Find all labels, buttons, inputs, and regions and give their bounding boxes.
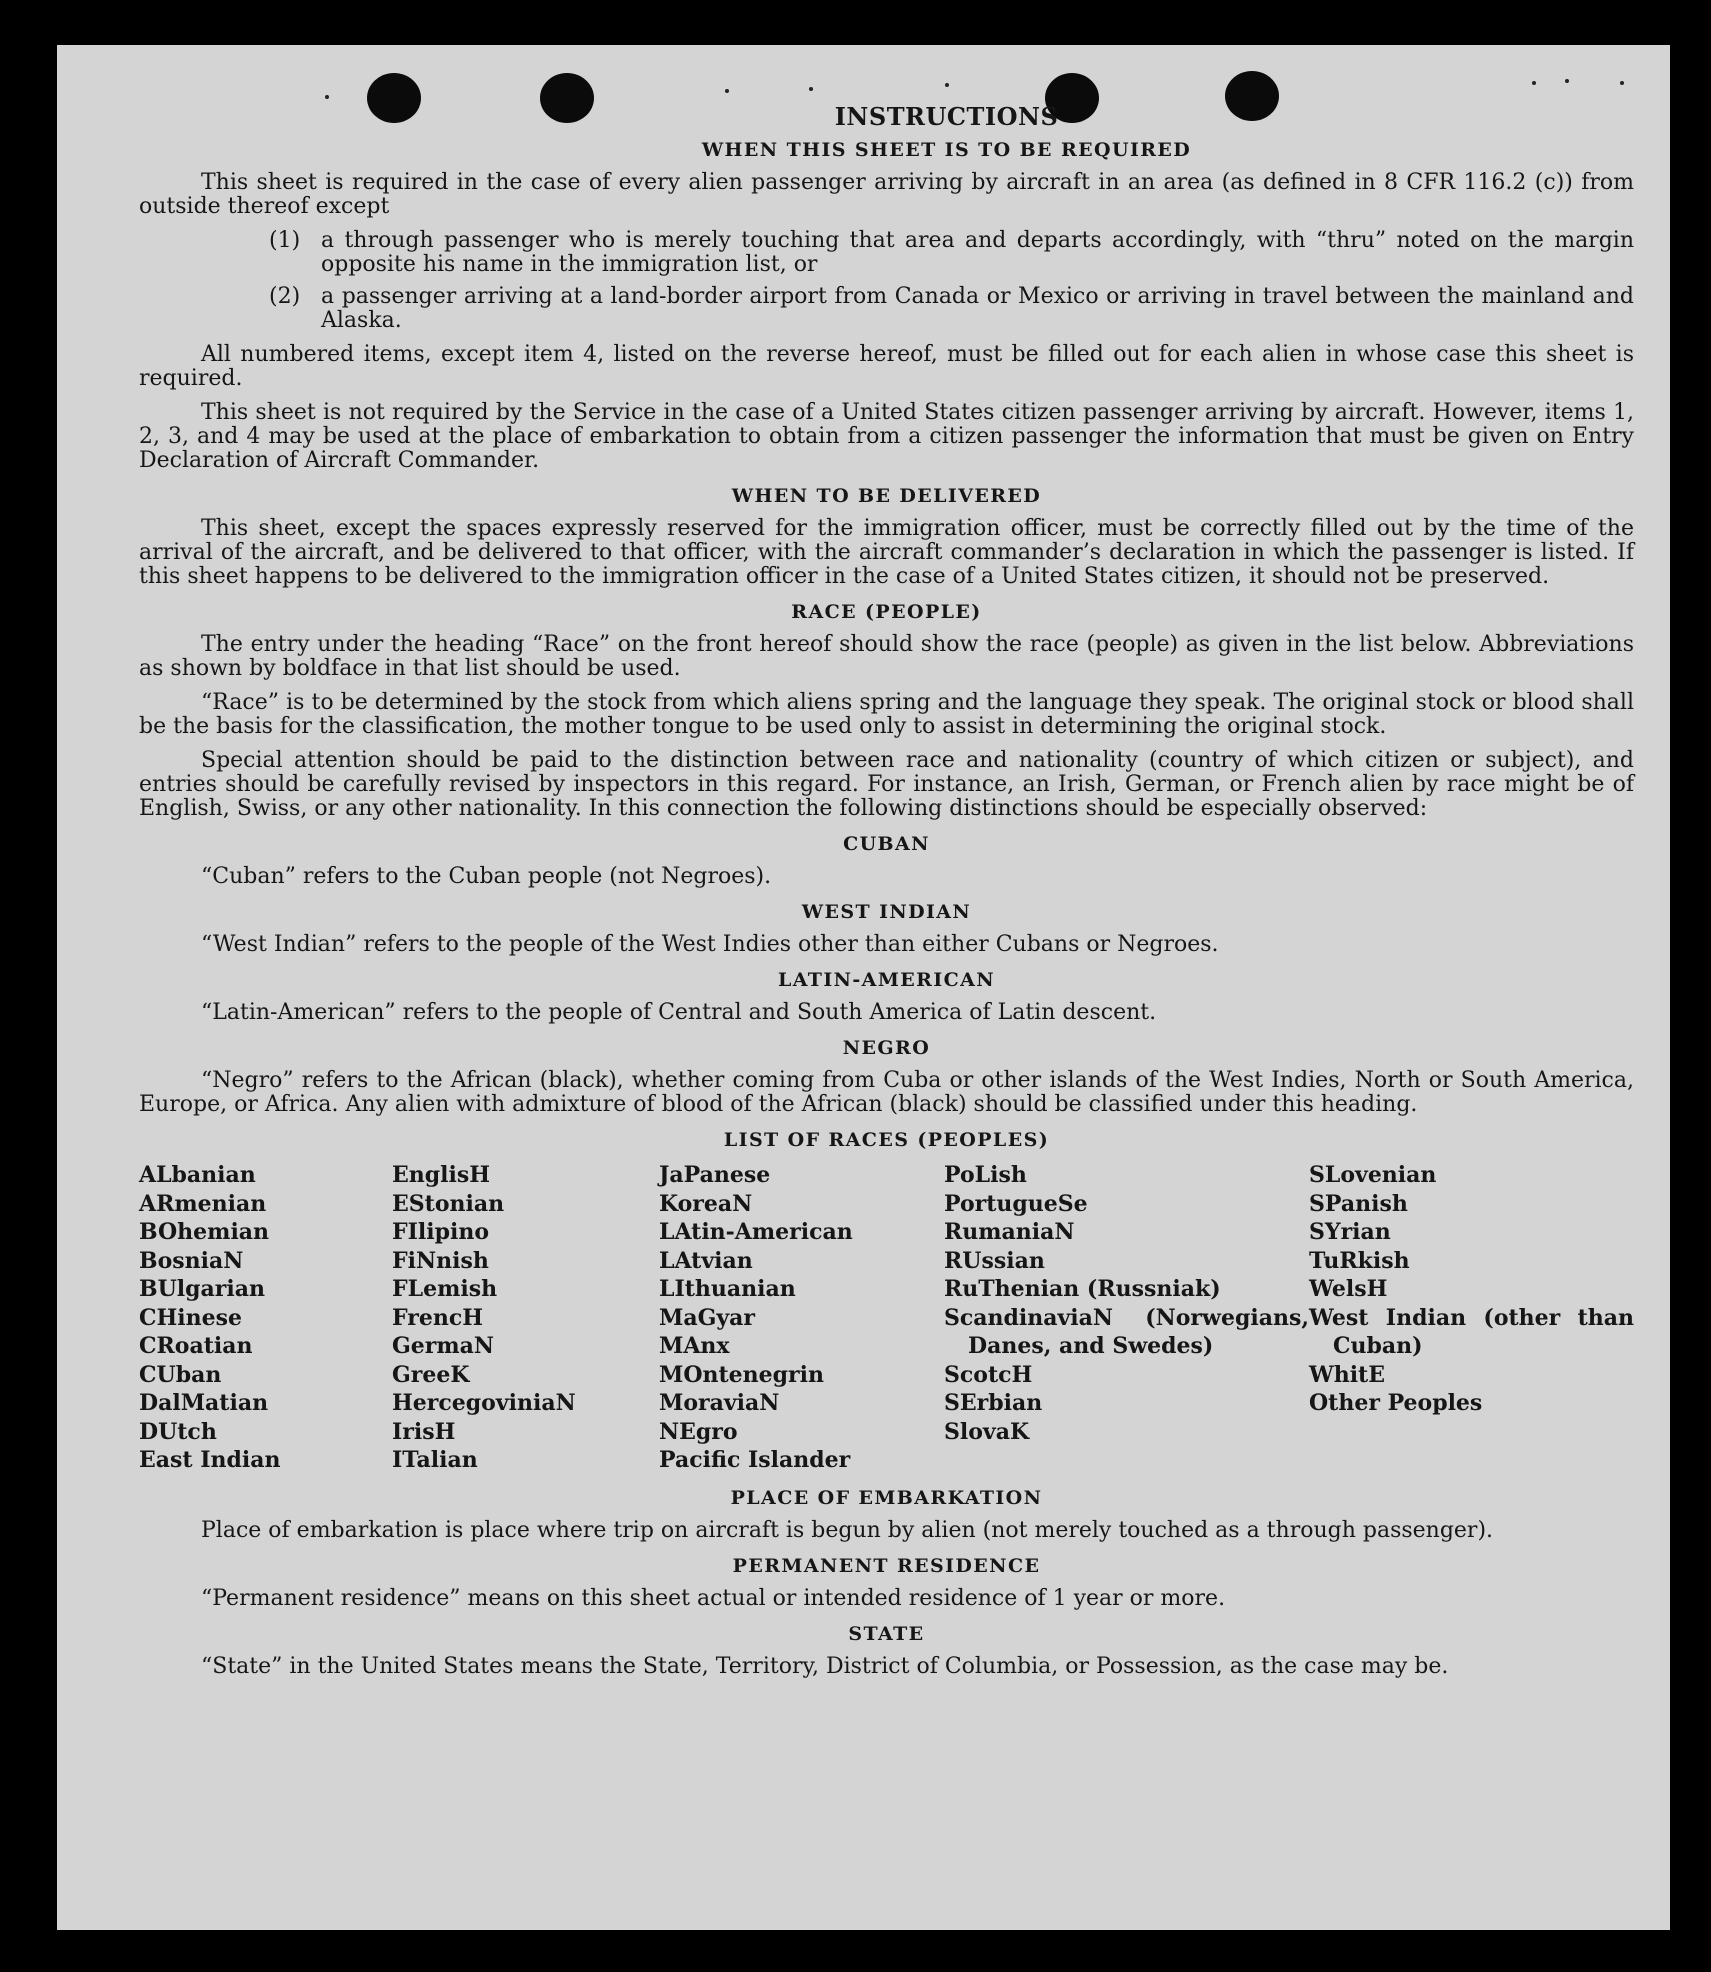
heading-race: RACE (PEOPLE) [791,601,982,623]
heading-cuban: CUBAN [843,833,930,855]
west-indian-text: “West Indian” refers to the people of the West Indies other than either Cubans or Negroes. [201,932,1219,957]
race-entry: ALbanian [139,1162,256,1188]
race-entry: DUtch [139,1418,217,1445]
residence-text: “Permanent residence” means on this sheet actual or intended residence of 1 year or more. [201,1585,1226,1611]
embarkation-text: Place of embarkation is place where trip on aircraft is begun by alien (not merely touched as a through passenger). [201,1517,1494,1543]
exception-text: a through passenger who is merely touching that area and departs accordingly, with “thru” noted on the margin opposite his name in the immigration list, or [321,228,1634,277]
race-entry: FiNnish [392,1247,489,1274]
race-entry: KoreaN [659,1190,753,1217]
race-entry: FIlipino [392,1219,490,1245]
when-required-para: This sheet is not required by the Service in the case of a United States citizen passenger arriving by aircraft. However, items 1, 2, 3, and 4 may be used at the place of embarkation to obtain from a citizen passenger the information that must be given on Entry Declaration of Aircraft Commander. [139,400,1634,473]
race-entry: JaPanese [659,1162,771,1188]
heading-list-of-races: LIST OF RACES (PEOPLES) [723,1129,1050,1151]
race-entry: GermaN [392,1333,495,1359]
race-entry: RUssian [944,1247,1045,1274]
document-page [57,45,1670,1930]
race-entry: PoLish [944,1162,1027,1188]
state-text: “State” in the United States means the State, Territory, District of Columbia, or Possession, as the case may be. [201,1653,1449,1679]
heading-west-indian: WEST INDIAN [801,901,972,923]
race-entry: MAnx [659,1333,730,1359]
race-entry: RumaniaN [944,1219,1075,1245]
heading-state: STATE [848,1622,925,1645]
race-entry: SLovenian [1309,1162,1437,1188]
race-entry: SErbian [944,1390,1043,1416]
when-required-para: All numbered items, except item 4, listed on the reverse hereof, must be filled out for each alien in whose case this sheet is required. [139,342,1634,391]
instructions-text [139,103,1634,1689]
speck [809,87,813,91]
speck [325,95,329,99]
race-entry: SYrian [1309,1219,1391,1245]
speck [945,83,949,87]
exception-text: a passenger arriving at a land-border airport from Canada or Mexico or arriving in travel between the mainland and Alaska. [321,284,1634,333]
race-entry: PortugueSe [944,1190,1088,1217]
races-column [392,1161,659,1475]
race-para: The entry under the heading “Race” on the front hereof should show the race (people) as given in the list below. Abbreviations as shown by boldface in that list should be used. [139,632,1634,681]
heading-residence: PERMANENT RESIDENCE [732,1554,1041,1577]
race-entry: NEgro [659,1418,738,1445]
race-entry: TuRkish [1309,1247,1410,1274]
when-delivered-text: This sheet, except the spaces expressly reserved for the immigration officer, must be correctly filled out by the time of the arrival of the aircraft, and be delivered to that officer, with the aircraft commander’s declaration in which the passenger is listed. If this sheet happens to be delivered to the immigration officer in the case of a United States citizen, it should not be preserved. [139,516,1634,589]
page-title: INSTRUCTIONS [834,102,1059,131]
race-entry: ARmenian [139,1190,267,1217]
race-entry: CUban [139,1361,222,1388]
race-entry: BOhemian [139,1219,270,1245]
race-entry: IrisH [392,1418,456,1445]
race-entry: MaGyar [659,1304,756,1331]
exception-number: (2) [269,284,301,309]
race-entry: EnglisH [392,1162,491,1188]
race-entry: LIthuanian [659,1276,796,1302]
race-entry: RuThenian (Russniak) [944,1276,1221,1302]
race-entry: SPanish [1309,1190,1408,1217]
race-entry: SlovaK [944,1418,1030,1445]
latin-american-text: “Latin-American” refers to the people of Central and South America of Latin descent. [201,1000,1157,1025]
exception-list [139,229,1634,333]
race-entry: DalMatian [139,1390,269,1416]
exception-number: (1) [269,228,301,253]
exception-item [139,229,1634,277]
race-entry: ScandinaviaN (Norwegians, Danes, and Swedes) [944,1304,1309,1359]
speck [1620,81,1624,85]
race-entry: CRoatian [139,1333,253,1359]
race-para: “Race” is to be determined by the stock from which aliens spring and the language they speak. The original stock or blood shall be the basis for the classification, the mother tongue to be used only to assist in determining the original stock. [139,690,1634,739]
cuban-text: “Cuban” refers to the Cuban people (not Negroes). [201,864,772,889]
race-entry: WhitE [1309,1361,1385,1388]
race-entry: HercegoviniaN [392,1390,576,1416]
race-para: Special attention should be paid to the distinction between race and nationality (country of which citizen or subject), and entries should be carefully revised by inspectors in this regard. For instance, an Irish, German, or French alien by race might be of English, Swiss, or any other nationality. In this connection the following distinctions should be especially observed: [139,748,1634,821]
negro-text: “Negro” refers to the African (black), whether coming from Cuba or other islands of the West Indies, North or South America, Europe, or Africa. Any alien with admixture of blood of the African (black) should be classified under this heading. [139,1068,1634,1117]
race-entry: ScotcH [944,1361,1033,1388]
speck [725,89,729,93]
heading-when-delivered: WHEN TO BE DELIVERED [731,485,1042,507]
race-entry: MOntenegrin [659,1361,824,1388]
speck [1532,81,1536,85]
race-entry: GreeK [392,1361,470,1388]
heading-when-required: WHEN THIS SHEET IS TO BE REQUIRED [701,139,1192,161]
races-column [659,1161,944,1475]
race-entry: West Indian (other than Cuban) [1309,1304,1634,1359]
race-entry: LAtvian [659,1247,753,1274]
race-entry: WelsH [1309,1276,1388,1302]
race-entry: Other Peoples [1309,1390,1483,1416]
races-column [944,1161,1309,1475]
race-entry: BUlgarian [139,1276,265,1302]
race-entry: MoraviaN [659,1390,780,1416]
race-entry: FrencH [392,1304,483,1331]
heading-negro: NEGRO [842,1037,931,1059]
race-entry: BosniaN [139,1247,244,1274]
race-entry: Pacific Islander [659,1447,851,1473]
speck [1565,79,1569,83]
race-entry: CHinese [139,1304,243,1331]
races-column [1309,1161,1634,1475]
race-entry: LAtin-American [659,1219,853,1245]
races-column [139,1161,392,1475]
exception-item [139,285,1634,333]
heading-embarkation: PLACE OF EMBARKATION [730,1486,1043,1509]
race-entry: ITalian [392,1447,478,1473]
heading-latin-american: LATIN-AMERICAN [777,969,996,991]
race-entry: FLemish [392,1276,498,1302]
when-required-intro: This sheet is required in the case of every alien passenger arriving by aircraft in an area (as defined in 8 CFR 116.2 (c)) from outside thereof except [139,170,1634,219]
race-entry: East Indian [139,1447,281,1473]
race-entry: EStonian [392,1190,505,1217]
races-list [139,1161,1634,1475]
